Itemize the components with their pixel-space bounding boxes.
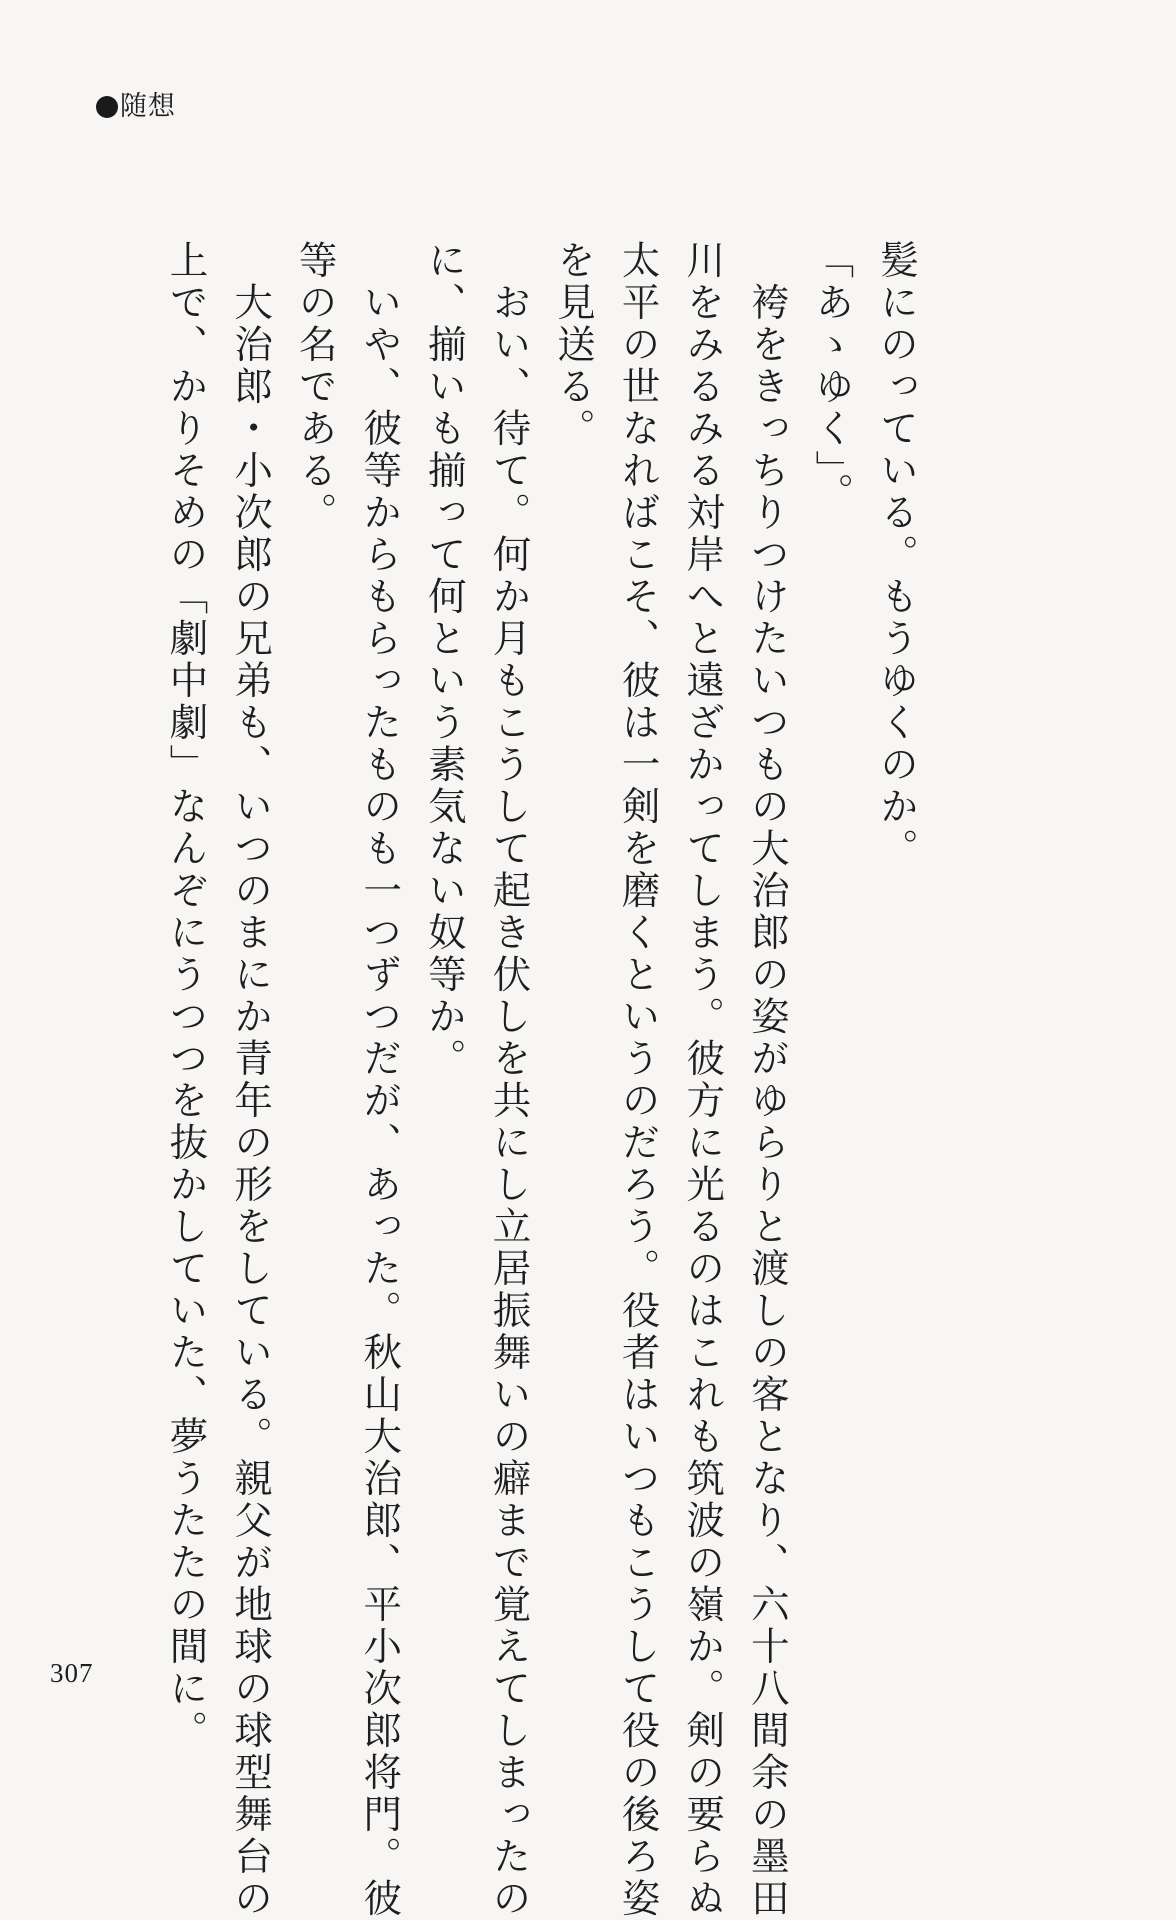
text-line: おい、待て。何か月もこうして起き伏しを共にし立居振舞いの癖まで覚えてしまったの xyxy=(486,240,532,1920)
text-line: 上で、かりそめの「劇中劇」なんぞにうつつを抜かしていた、夢うたたの間に。 xyxy=(163,240,209,1752)
text-line: 大治郎・小次郎の兄弟も、いつのまにか青年の形をしている。親父が地球の球型舞台の xyxy=(228,240,274,1920)
text-line: 「あゝゆく」。 xyxy=(809,240,855,515)
text-line: いや、彼等からもらったものも一つずつだが、あった。秋山大治郎、平小次郎将門。彼 xyxy=(357,240,403,1920)
body-text xyxy=(153,240,928,1920)
text-line: 袴をきっちりつけたいつもの大治郎の姿がゆらりと渡しの客となり、六十八間余の墨田 xyxy=(744,240,790,1920)
page-number: 307 xyxy=(50,1658,94,1688)
text-line: 髪にのっている。もうゆくのか。 xyxy=(874,240,919,870)
text-line: に、揃いも揃って何という素気ない奴等か。 xyxy=(421,240,467,1080)
text-line: 川をみるみる対岸へと遠ざかってしまう。彼方に光るのはこれも筑波の嶺か。剣の要らぬ xyxy=(680,240,726,1920)
section-header xyxy=(96,92,176,122)
section-title: 随想 xyxy=(120,91,176,122)
text-line: 太平の世なればこそ、彼は一剣を磨くというのだろう。役者はいつもこうして役の後ろ姿 xyxy=(615,240,661,1920)
text-line: 等の名である。 xyxy=(292,240,338,534)
bullet-icon xyxy=(96,96,118,118)
text-line: を見送る。 xyxy=(551,240,597,450)
